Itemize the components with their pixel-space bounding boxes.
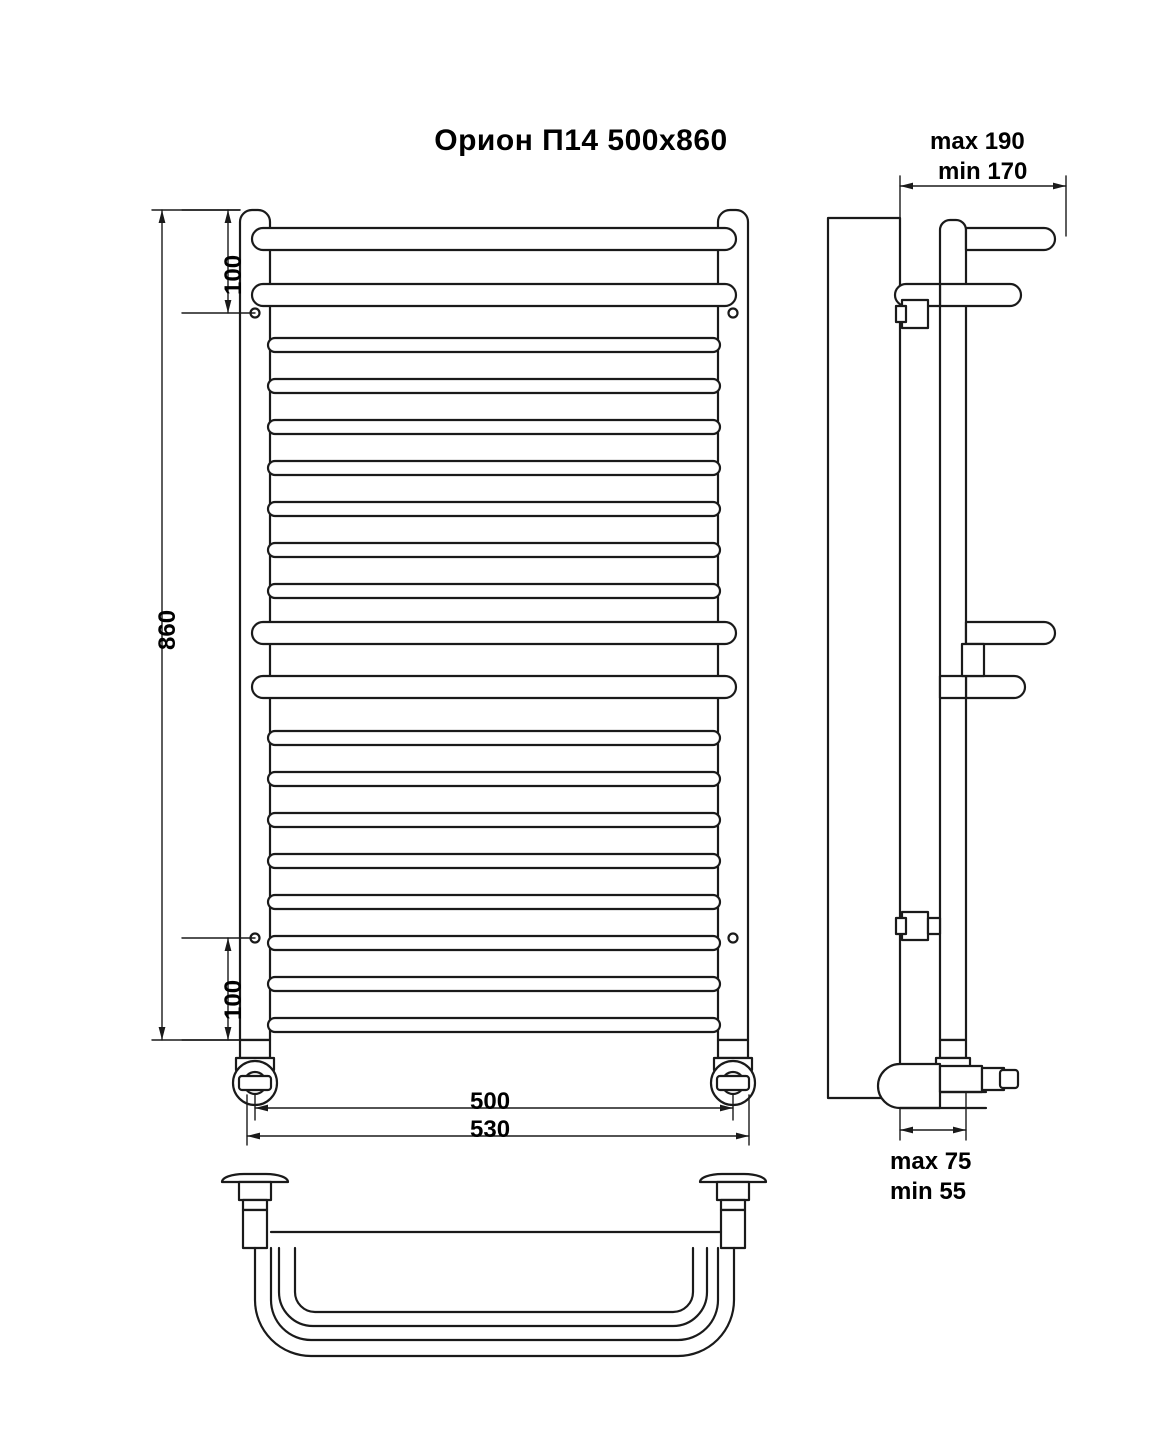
side-view-bracket-bottom [896, 912, 940, 940]
front-view-shelf-bar-3 [252, 622, 736, 644]
dimension-label-height-860: 860 [154, 609, 181, 650]
dimension-label-min-55: min 55 [890, 1178, 967, 1205]
side-view-bar-mid-2 [940, 676, 1025, 698]
dimension-label-top-100: 100 [220, 254, 247, 295]
front-view-bars-lower [268, 731, 720, 1032]
dimension-label-min-170: min 170 [938, 158, 1028, 185]
page-title: Орион П14 500x860 [434, 124, 728, 157]
side-view-bar-mid-1 [966, 622, 1055, 644]
side-view-bracket-mid [962, 644, 984, 676]
rail-port-top-right [729, 309, 738, 318]
side-view-bar-top-1 [966, 228, 1055, 250]
front-view-bars-upper [268, 338, 720, 598]
front-view-shelf-bar-1 [252, 228, 736, 250]
dimension-label-max-190: max 190 [930, 128, 1025, 155]
side-view-wall [828, 218, 900, 1098]
dimension-label-width-530: 530 [470, 1116, 511, 1143]
dimension-label-width-500: 500 [470, 1088, 511, 1115]
dimension-label-max-75: max 75 [890, 1148, 972, 1175]
front-view-shelf-bar-2 [252, 284, 736, 306]
rail-port-bottom-right [729, 934, 738, 943]
front-view-shelf-bar-4 [252, 676, 736, 698]
side-view-rail [940, 220, 966, 1040]
bypass-assembly [222, 1174, 766, 1356]
dimension-label-bottom-100: 100 [220, 979, 247, 1020]
